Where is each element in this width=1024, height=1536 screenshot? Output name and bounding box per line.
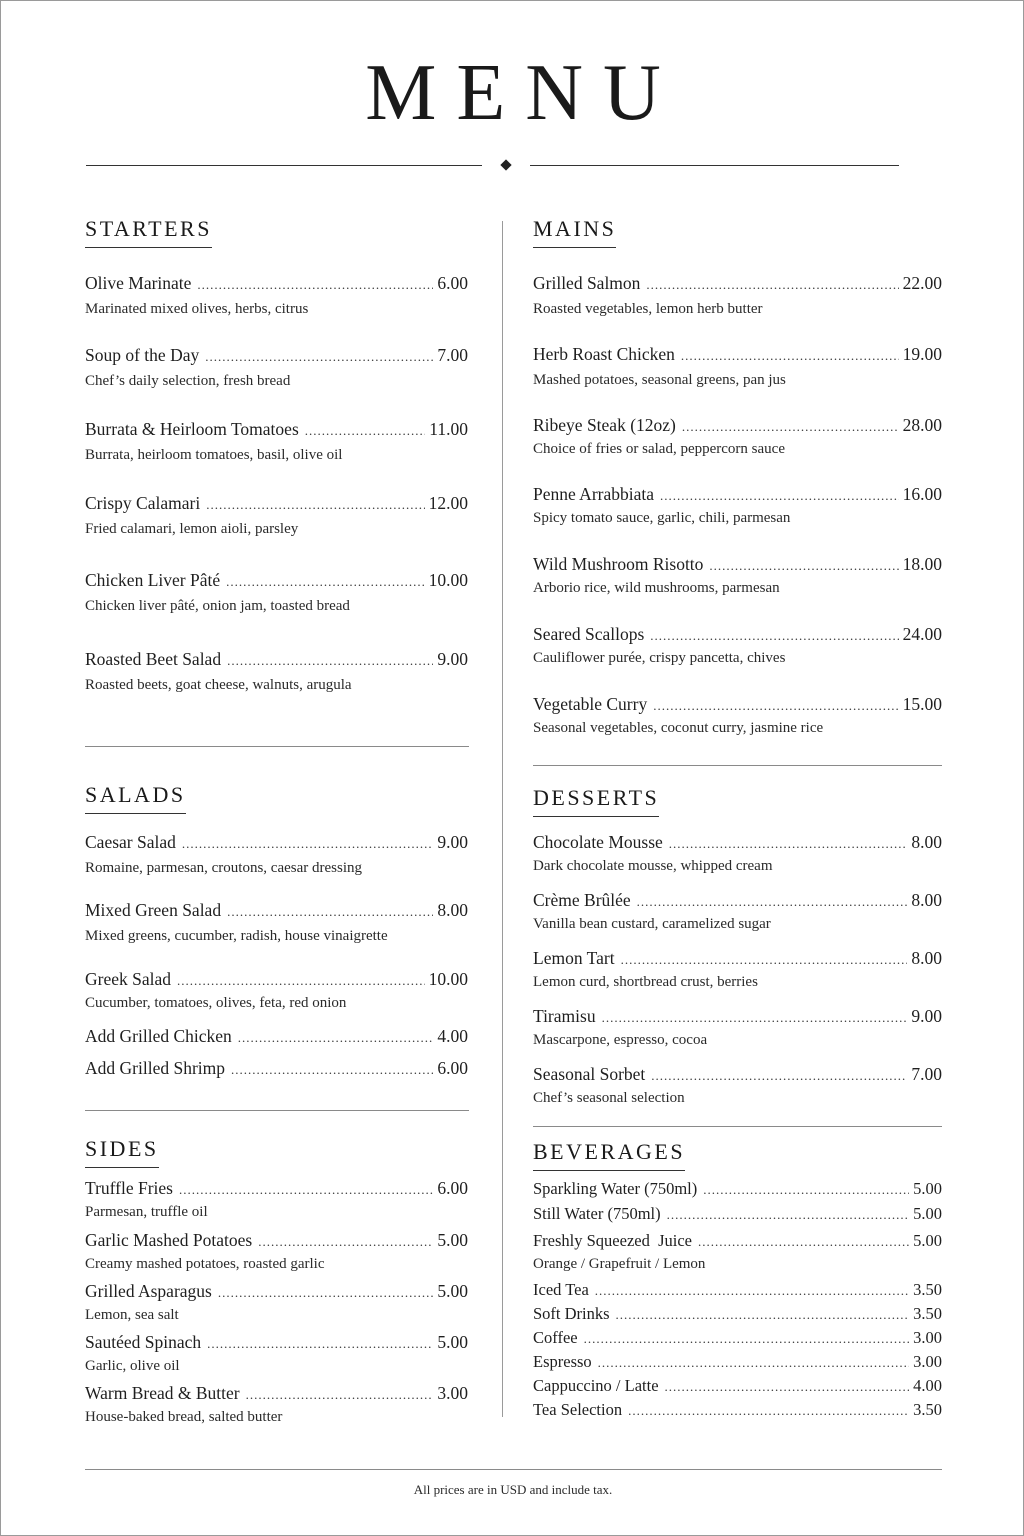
item-name: Ribeye Steak (12oz) — [533, 415, 676, 435]
menu-item — [533, 273, 942, 318]
sides-heading: SIDES — [85, 1137, 159, 1168]
item-description: Cucumber, tomatoes, olives, feta, red onion — [85, 995, 347, 1011]
menu-item — [533, 1400, 942, 1420]
item-name: Grilled Asparagus — [85, 1281, 212, 1301]
item-name: Seasonal Sorbet — [533, 1064, 646, 1084]
item-description: Creamy mashed potatoes, roasted garlic — [85, 1256, 325, 1272]
menu-item — [533, 1064, 942, 1107]
item-price: 6.00 — [437, 1178, 468, 1198]
item-price: 15.00 — [902, 694, 942, 714]
item-name: Soft Drinks — [533, 1304, 610, 1323]
dot-leader — [602, 1010, 908, 1026]
dot-leader — [637, 894, 908, 910]
mains-heading: MAINS — [533, 217, 616, 248]
dot-leader — [703, 1182, 909, 1198]
menu-item — [85, 1178, 468, 1221]
menu-item — [533, 1352, 942, 1372]
item-price: 5.00 — [437, 1281, 468, 1301]
item-description: Mashed potatoes, seasonal greens, pan jus — [533, 372, 786, 388]
menu-item — [85, 1332, 468, 1375]
item-description: Chef’s daily selection, fresh bread — [85, 373, 291, 389]
dot-leader — [653, 698, 898, 714]
item-name: Espresso — [533, 1352, 592, 1371]
item-name: Grilled Salmon — [533, 273, 641, 293]
salads-heading: SALADS — [85, 783, 186, 814]
menu-item — [533, 554, 942, 597]
item-description: Mascarpone, espresso, cocoa — [533, 1032, 708, 1048]
dot-leader — [207, 1336, 433, 1352]
menu-item — [533, 1328, 942, 1348]
menu-item — [85, 493, 468, 538]
dot-leader — [616, 1307, 910, 1323]
dot-leader — [227, 653, 433, 669]
menu-item — [533, 1006, 942, 1049]
menu-item — [85, 570, 468, 615]
item-name: Crème Brûlée — [533, 890, 631, 910]
item-name: Coffee — [533, 1328, 578, 1347]
item-name: Tiramisu — [533, 1006, 596, 1026]
dot-leader — [621, 952, 908, 968]
item-description: Arborio rice, wild mushrooms, parmesan — [533, 580, 780, 596]
item-price: 4.00 — [913, 1376, 942, 1395]
item-price: 5.00 — [913, 1204, 942, 1223]
menu-item — [533, 890, 942, 933]
menu-item — [533, 948, 942, 991]
item-name: Sparkling Water (750ml) — [533, 1179, 698, 1198]
item-price: 6.00 — [437, 1058, 468, 1078]
item-name: Sautéed Spinach — [85, 1332, 202, 1352]
section-separator — [533, 765, 942, 766]
menu-item — [533, 1376, 942, 1396]
dot-leader — [205, 349, 433, 365]
item-price: 5.00 — [913, 1231, 942, 1250]
item-price: 9.00 — [437, 649, 468, 669]
menu-item — [85, 900, 468, 945]
item-price: 8.00 — [911, 890, 942, 910]
item-price: 10.00 — [428, 969, 468, 989]
title-rule-right — [530, 165, 899, 166]
dot-leader — [177, 973, 425, 989]
item-description: Garlic, olive oil — [85, 1358, 180, 1374]
menu-item — [85, 419, 468, 464]
item-description: House-baked bread, salted butter — [85, 1409, 283, 1425]
dot-leader — [197, 277, 433, 293]
item-name: Soup of the Day — [85, 345, 200, 365]
item-price: 8.00 — [911, 832, 942, 852]
item-price: 11.00 — [429, 419, 468, 439]
desserts-heading: DESSERTS — [533, 786, 659, 817]
dot-leader — [206, 497, 424, 513]
item-description: Orange / Grapefruit / Lemon — [533, 1255, 706, 1272]
item-price: 3.00 — [437, 1383, 468, 1403]
item-description: Roasted vegetables, lemon herb butter — [533, 301, 763, 317]
item-price: 3.50 — [913, 1304, 942, 1323]
item-description: Burrata, heirloom tomatoes, basil, olive oil — [85, 447, 343, 463]
item-price: 8.00 — [911, 948, 942, 968]
item-description: Chicken liver pâté, onion jam, toasted bread — [85, 598, 350, 614]
menu-item — [533, 484, 942, 527]
menu-item — [533, 832, 942, 875]
item-price: 18.00 — [902, 554, 942, 574]
item-name: Chicken Liver Pâté — [85, 570, 221, 590]
item-description: Chef’s seasonal selection — [533, 1090, 685, 1106]
dot-leader — [218, 1285, 434, 1301]
dot-leader — [709, 558, 898, 574]
item-description: Choice of fries or salad, peppercorn sauce — [533, 441, 785, 457]
item-price: 7.00 — [911, 1064, 942, 1084]
item-price: 16.00 — [902, 484, 942, 504]
dot-leader — [660, 488, 899, 504]
item-name: Olive Marinate — [85, 273, 192, 293]
item-price: 4.00 — [437, 1026, 468, 1046]
item-price: 10.00 — [428, 570, 468, 590]
item-price: 12.00 — [428, 493, 468, 513]
dot-leader — [650, 628, 898, 644]
item-name: Wild Mushroom Risotto — [533, 554, 704, 574]
dot-leader — [595, 1283, 909, 1299]
section-separator — [85, 1110, 469, 1111]
item-price: 28.00 — [902, 415, 942, 435]
column-divider — [502, 221, 503, 1417]
dot-leader — [646, 277, 898, 293]
menu-title: MENU — [365, 49, 681, 137]
item-description: Roasted beets, goat cheese, walnuts, arugula — [85, 677, 352, 693]
menu-item — [533, 1179, 942, 1199]
item-price: 9.00 — [437, 832, 468, 852]
footer-separator — [85, 1469, 942, 1470]
menu-item — [85, 273, 468, 318]
menu-item — [533, 415, 942, 458]
item-price: 6.00 — [437, 273, 468, 293]
menu-item — [533, 694, 942, 737]
item-price: 3.00 — [913, 1328, 942, 1347]
dot-leader — [628, 1403, 909, 1419]
dot-leader — [182, 836, 434, 852]
item-name: Mixed Green Salad — [85, 900, 222, 920]
price-footnote: All prices are in USD and include tax. — [413, 1482, 613, 1497]
dot-leader — [231, 1062, 433, 1078]
item-description: Seasonal vegetables, coconut curry, jasmine rice — [533, 720, 824, 736]
item-name: Greek Salad — [85, 969, 172, 989]
item-price: 3.50 — [913, 1400, 942, 1419]
item-name: Chocolate Mousse — [533, 832, 663, 852]
dot-leader — [669, 836, 908, 852]
item-description: Vanilla bean custard, caramelized sugar — [533, 916, 771, 932]
menu-item — [533, 624, 942, 667]
dot-leader — [179, 1182, 433, 1198]
item-description: Dark chocolate mousse, whipped cream — [533, 858, 773, 874]
item-name: Iced Tea — [533, 1280, 589, 1299]
item-description: Marinated mixed olives, herbs, citrus — [85, 301, 309, 317]
item-price: 3.00 — [913, 1352, 942, 1371]
dot-leader — [681, 348, 899, 364]
menu-item — [533, 1204, 942, 1224]
item-name: Warm Bread & Butter — [85, 1383, 240, 1403]
item-price: 3.50 — [913, 1280, 942, 1299]
item-name: Tea Selection — [533, 1400, 623, 1419]
menu-item — [533, 1280, 942, 1300]
menu-item — [85, 1281, 468, 1324]
dot-leader — [698, 1234, 909, 1250]
dot-leader — [238, 1030, 434, 1046]
item-description: Lemon curd, shortbread crust, berries — [533, 974, 758, 990]
item-price: 5.00 — [437, 1332, 468, 1352]
item-name: Add Grilled Chicken — [85, 1026, 232, 1046]
menu-item — [533, 1231, 942, 1273]
item-price: 7.00 — [437, 345, 468, 365]
item-name: Burrata & Heirloom Tomatoes — [85, 419, 299, 439]
item-name: Crispy Calamari — [85, 493, 201, 513]
item-description: Mixed greens, cucumber, radish, house vinaigrette — [85, 928, 388, 944]
menu-item — [85, 1230, 468, 1273]
item-name: Still Water (750ml) — [533, 1204, 661, 1223]
item-description: Fried calamari, lemon aioli, parsley — [85, 521, 299, 537]
menu-item — [533, 1304, 942, 1324]
item-name: Freshly Squeezed Juice — [533, 1231, 692, 1250]
item-price: 8.00 — [437, 900, 468, 920]
item-name: Cappuccino / Latte — [533, 1376, 659, 1395]
item-description: Parmesan, truffle oil — [85, 1204, 208, 1220]
menu-item — [85, 1026, 468, 1047]
item-price: 5.00 — [437, 1230, 468, 1250]
menu-item — [85, 649, 468, 694]
item-description: Cauliflower purée, crispy pancetta, chives — [533, 650, 786, 666]
dot-leader — [598, 1355, 909, 1371]
item-name: Vegetable Curry — [533, 694, 648, 714]
beverages-heading: BEVERAGES — [533, 1140, 685, 1171]
menu-item — [85, 1058, 468, 1079]
menu-item — [533, 344, 942, 389]
dot-leader — [584, 1331, 910, 1347]
item-name: Caesar Salad — [85, 832, 176, 852]
item-name: Lemon Tart — [533, 948, 615, 968]
dot-leader — [246, 1387, 434, 1403]
item-name: Garlic Mashed Potatoes — [85, 1230, 253, 1250]
item-description: Lemon, sea salt — [85, 1307, 179, 1323]
item-name: Truffle Fries — [85, 1178, 173, 1198]
item-price: 19.00 — [902, 344, 942, 364]
dot-leader — [258, 1234, 433, 1250]
item-name: Seared Scallops — [533, 624, 645, 644]
item-name: Herb Roast Chicken — [533, 344, 675, 364]
item-name: Roasted Beet Salad — [85, 649, 222, 669]
item-price: 24.00 — [902, 624, 942, 644]
item-price: 5.00 — [913, 1179, 942, 1198]
starters-heading: STARTERS — [85, 217, 212, 248]
menu-item — [85, 345, 468, 390]
item-price: 9.00 — [911, 1006, 942, 1026]
menu-item — [85, 969, 468, 1012]
dot-leader — [651, 1068, 907, 1084]
item-name: Add Grilled Shrimp — [85, 1058, 225, 1078]
title-rule-left — [86, 165, 482, 166]
dot-leader — [665, 1379, 910, 1395]
dot-leader — [305, 423, 426, 439]
section-separator — [533, 1126, 942, 1127]
section-separator — [85, 746, 469, 747]
diamond-ornament-icon — [500, 159, 511, 170]
dot-leader — [226, 574, 425, 590]
dot-leader — [682, 419, 899, 435]
item-price: 22.00 — [902, 273, 942, 293]
dot-leader — [667, 1207, 910, 1223]
item-name: Penne Arrabbiata — [533, 484, 654, 504]
item-description: Spicy tomato sauce, garlic, chili, parmesan — [533, 510, 791, 526]
dot-leader — [227, 904, 433, 920]
item-description: Romaine, parmesan, croutons, caesar dressing — [85, 860, 362, 876]
menu-item — [85, 832, 468, 877]
menu-item — [85, 1383, 468, 1426]
